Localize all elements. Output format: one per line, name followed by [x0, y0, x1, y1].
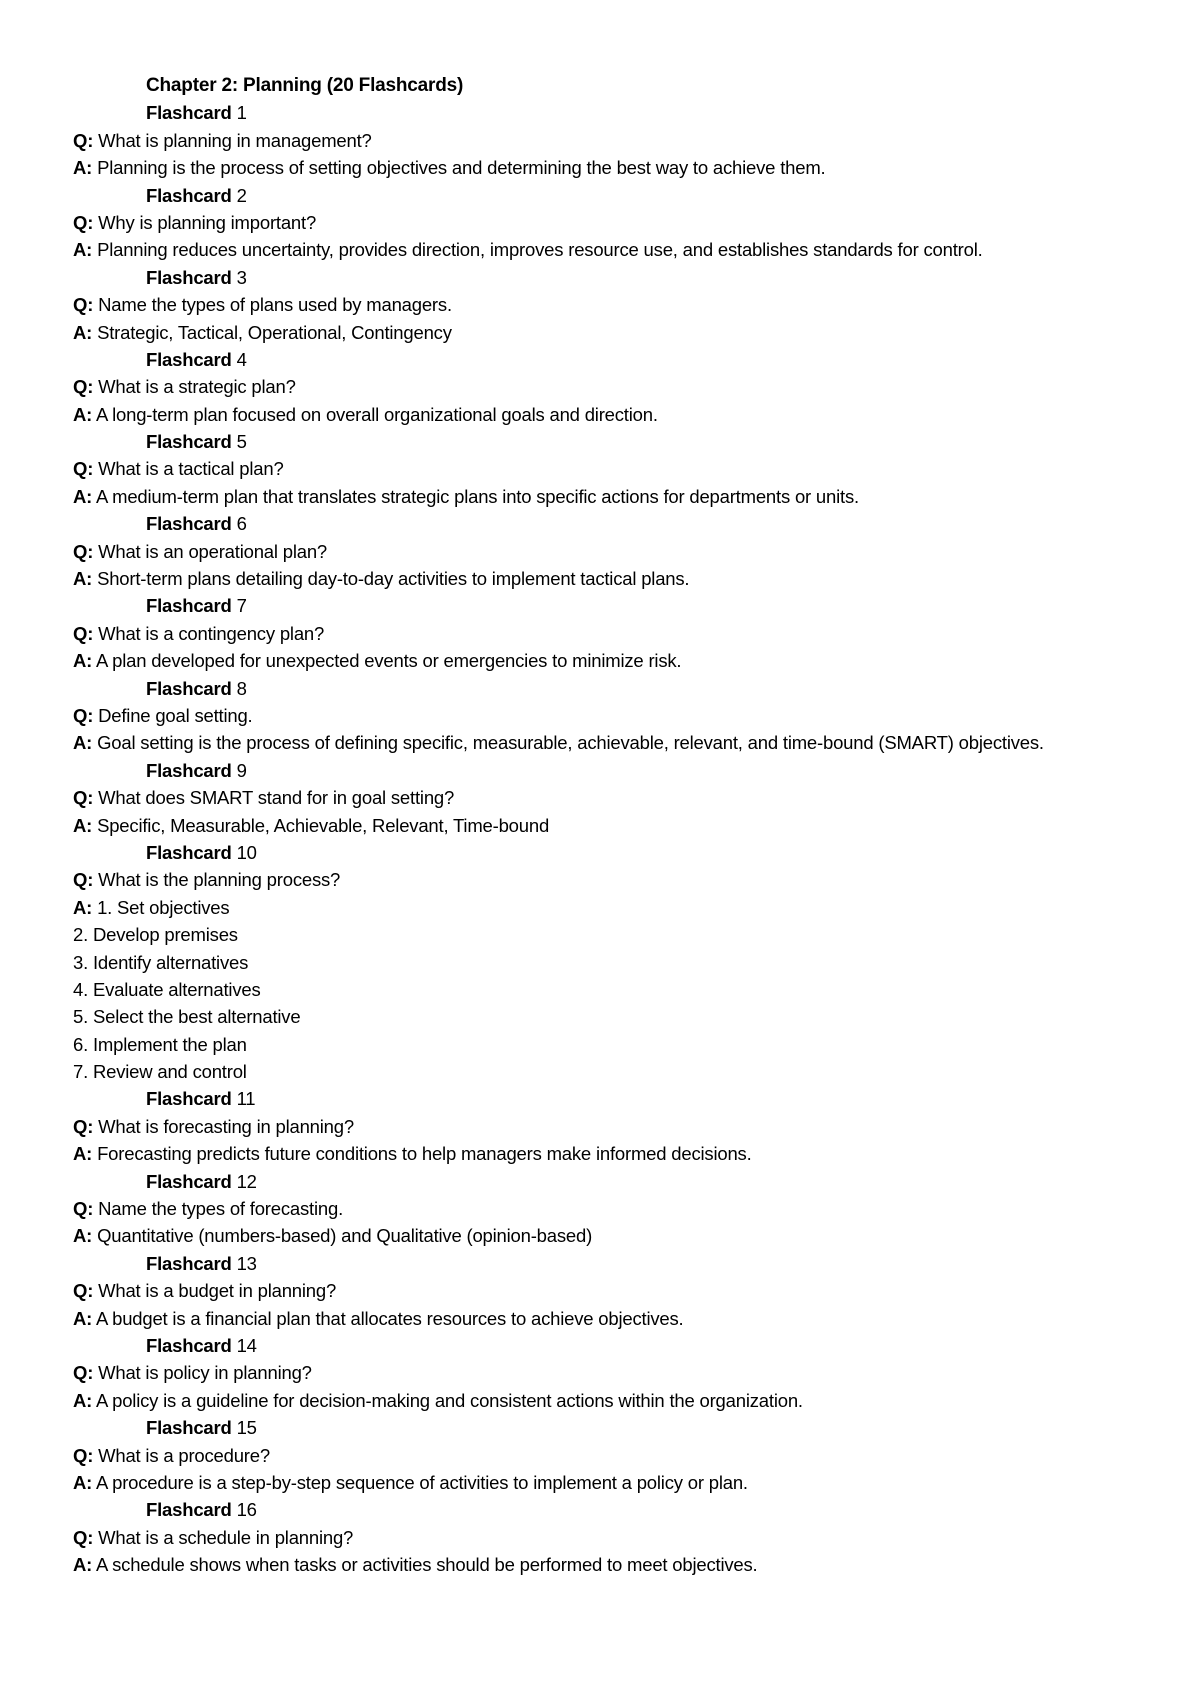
flashcard-title	[73, 99, 1133, 126]
answer-tag: A:	[73, 1307, 93, 1329]
answer-line	[73, 319, 1133, 346]
flashcard-title	[73, 1085, 1133, 1112]
answer-text: A long-term plan focused on overall organizational goals and direction.	[96, 403, 658, 425]
answer-text: A medium-term plan that translates strategic plans into specific actions for departments or units.	[96, 485, 859, 507]
answer-text: Quantitative (numbers-based) and Qualitative (opinion-based)	[97, 1225, 593, 1247]
question-text: What does SMART stand for in goal setting?	[98, 787, 455, 809]
answer-tag: A:	[73, 650, 93, 672]
flashcard-label: Flashcard	[146, 348, 232, 370]
answer-line	[73, 894, 1133, 921]
flashcard-label: Flashcard	[146, 759, 232, 781]
flashcard-number: 13	[236, 1252, 257, 1274]
flashcard	[73, 839, 1133, 1086]
answer-line	[73, 1387, 1133, 1414]
answer-tag: A:	[73, 1471, 93, 1493]
flashcard	[73, 1496, 1133, 1578]
flashcard-label: Flashcard	[146, 1252, 232, 1274]
question-line	[73, 1113, 1133, 1140]
answer-line	[73, 729, 1133, 756]
flashcard-label: Flashcard	[146, 1417, 232, 1439]
flashcard-number: 1	[236, 102, 247, 124]
answer-text: 1. Set objectives	[97, 896, 230, 918]
flashcard-number: 16	[236, 1499, 257, 1521]
flashcard	[73, 592, 1133, 674]
question-line	[73, 784, 1133, 811]
answer-text: A schedule shows when tasks or activities should be performed to meet objectives.	[96, 1554, 758, 1576]
question-text: What is forecasting in planning?	[98, 1115, 354, 1137]
flashcard-title	[73, 1250, 1133, 1277]
question-text: What is an operational plan?	[98, 540, 327, 562]
answer-step: 3. Identify alternatives	[73, 951, 249, 973]
question-line	[73, 1442, 1133, 1469]
answer-tag: A:	[73, 485, 93, 507]
question-line	[73, 373, 1133, 400]
question-text: What is a schedule in planning?	[98, 1526, 354, 1548]
flashcard-number: 7	[236, 595, 247, 617]
answer-text: Short-term plans detailing day-to-day activities to implement tactical plans.	[97, 568, 690, 590]
answer-line	[73, 236, 1133, 263]
question-tag: Q:	[73, 1115, 94, 1137]
flashcard-title	[73, 182, 1133, 209]
question-tag: Q:	[73, 622, 94, 644]
flashcard	[73, 510, 1133, 592]
flashcard-number: 8	[236, 677, 247, 699]
question-text: What is a budget in planning?	[98, 1280, 337, 1302]
flashcard	[73, 346, 1133, 428]
flashcard-label: Flashcard	[146, 1334, 232, 1356]
question-text: What is a procedure?	[98, 1444, 270, 1466]
answer-tag: A:	[73, 1554, 93, 1576]
flashcard-title	[73, 839, 1133, 866]
flashcard	[73, 675, 1133, 757]
question-line	[73, 455, 1133, 482]
answer-tag: A:	[73, 1389, 93, 1411]
flashcard	[73, 428, 1133, 510]
question-tag: Q:	[73, 458, 94, 480]
flashcard	[73, 264, 1133, 346]
question-text: Name the types of plans used by managers.	[98, 294, 452, 316]
question-text: What is planning in management?	[98, 129, 372, 151]
chapter-title: Chapter 2: Planning (20 Flashcards)	[146, 75, 464, 96]
answer-tag: A:	[73, 321, 93, 343]
question-line	[73, 291, 1133, 318]
question-line	[73, 1195, 1133, 1222]
flashcard-number: 3	[236, 266, 247, 288]
flashcard-title	[73, 1332, 1133, 1359]
flashcard-label: Flashcard	[146, 431, 232, 453]
answer-line	[73, 1551, 1133, 1578]
answer-text: Specific, Measurable, Achievable, Relevant, Time-bound	[97, 814, 550, 836]
answer-line	[73, 565, 1133, 592]
flashcard	[73, 1168, 1133, 1250]
question-tag: Q:	[73, 376, 94, 398]
flashcard-label: Flashcard	[146, 184, 232, 206]
question-line	[73, 866, 1133, 893]
document-page	[73, 72, 1133, 1579]
question-tag: Q:	[73, 704, 94, 726]
answer-line	[73, 1222, 1133, 1249]
flashcard-number: 5	[236, 431, 247, 453]
answer-text: Planning is the process of setting objectives and determining the best way to achieve them.	[97, 157, 826, 179]
question-line	[73, 127, 1133, 154]
question-tag: Q:	[73, 1362, 94, 1384]
question-tag: Q:	[73, 540, 94, 562]
answer-tag: A:	[73, 732, 93, 754]
flashcard	[73, 1414, 1133, 1496]
answer-text: Forecasting predicts future conditions to help managers make informed decisions.	[97, 1143, 752, 1165]
answer-tag: A:	[73, 814, 93, 836]
answer-tag: A:	[73, 1225, 93, 1247]
flashcard-label: Flashcard	[146, 841, 232, 863]
question-text: What is a tactical plan?	[98, 458, 284, 480]
answer-text: Goal setting is the process of defining specific, measurable, achievable, relevant, and time-bound (SMART) objectives.	[97, 732, 1044, 754]
answer-step: 4. Evaluate alternatives	[73, 978, 261, 1000]
flashcard	[73, 99, 1133, 181]
flashcard-label: Flashcard	[146, 513, 232, 535]
question-text: What is a strategic plan?	[98, 376, 296, 398]
question-text: What is a contingency plan?	[98, 622, 325, 644]
flashcard-title	[73, 757, 1133, 784]
question-tag: Q:	[73, 211, 94, 233]
flashcard-title	[73, 1168, 1133, 1195]
question-line	[73, 1277, 1133, 1304]
answer-line	[73, 154, 1133, 181]
question-line	[73, 1359, 1133, 1386]
flashcard-number: 2	[236, 184, 247, 206]
question-line	[73, 620, 1133, 647]
answer-line	[73, 647, 1133, 674]
flashcard-label: Flashcard	[146, 595, 232, 617]
flashcard-number: 4	[236, 348, 247, 370]
question-line	[73, 1524, 1133, 1551]
answer-line	[73, 812, 1133, 839]
question-text: Why is planning important?	[98, 211, 317, 233]
flashcard-label: Flashcard	[146, 677, 232, 699]
flashcard-title	[73, 1414, 1133, 1441]
flashcard-title	[73, 510, 1133, 537]
answer-step: 7. Review and control	[73, 1061, 247, 1083]
flashcard-title	[73, 346, 1133, 373]
flashcard-number: 14	[236, 1334, 257, 1356]
flashcard-number: 6	[236, 513, 247, 535]
answer-text: Planning reduces uncertainty, provides direction, improves resource use, and establishes standards for control.	[97, 239, 983, 261]
flashcard	[73, 757, 1133, 839]
answer-step: 2. Develop premises	[73, 924, 238, 946]
flashcard-label: Flashcard	[146, 102, 232, 124]
question-tag: Q:	[73, 1198, 94, 1220]
flashcard-number: 9	[236, 759, 247, 781]
flashcard-title	[73, 675, 1133, 702]
flashcard-title	[73, 428, 1133, 455]
answer-line	[73, 483, 1133, 510]
flashcard-title	[73, 592, 1133, 619]
answer-line	[73, 1140, 1133, 1167]
flashcard-number: 12	[236, 1170, 257, 1192]
answer-tag: A:	[73, 568, 93, 590]
flashcard-number: 15	[236, 1417, 257, 1439]
question-tag: Q:	[73, 1444, 94, 1466]
flashcard-number: 11	[236, 1088, 256, 1110]
answer-text: A policy is a guideline for decision-making and consistent actions within the organization.	[96, 1389, 803, 1411]
flashcard-list	[73, 99, 1133, 1578]
answer-step: 6. Implement the plan	[73, 1033, 247, 1055]
flashcard	[73, 182, 1133, 264]
answer-text: A procedure is a step-by-step sequence of activities to implement a policy or plan.	[96, 1471, 748, 1493]
flashcard	[73, 1250, 1133, 1332]
question-line	[73, 538, 1133, 565]
answer-line	[73, 401, 1133, 428]
question-tag: Q:	[73, 869, 94, 891]
question-text: What is the planning process?	[98, 869, 341, 891]
question-text: Define goal setting.	[98, 704, 253, 726]
answer-text: A plan developed for unexpected events or emergencies to minimize risk.	[96, 650, 682, 672]
flashcard-label: Flashcard	[146, 1499, 232, 1521]
answer-step: 5. Select the best alternative	[73, 1006, 301, 1028]
flashcard-label: Flashcard	[146, 1088, 232, 1110]
answer-text: Strategic, Tactical, Operational, Contingency	[97, 321, 452, 343]
answer-tag: A:	[73, 403, 93, 425]
flashcard	[73, 1085, 1133, 1167]
question-line	[73, 209, 1133, 236]
flashcard-title	[73, 264, 1133, 291]
answer-line	[73, 1305, 1133, 1332]
flashcard-label: Flashcard	[146, 1170, 232, 1192]
question-tag: Q:	[73, 129, 94, 151]
flashcard	[73, 1332, 1133, 1414]
answer-tag: A:	[73, 896, 93, 918]
question-line	[73, 702, 1133, 729]
answer-tag: A:	[73, 157, 93, 179]
answer-tag: A:	[73, 239, 93, 261]
flashcard-title	[73, 1496, 1133, 1523]
flashcard-number: 10	[236, 841, 257, 863]
question-text: Name the types of forecasting.	[98, 1198, 344, 1220]
question-tag: Q:	[73, 787, 94, 809]
question-text: What is policy in planning?	[98, 1362, 312, 1384]
answer-line	[73, 1469, 1133, 1496]
answer-text: A budget is a financial plan that allocates resources to achieve objectives.	[96, 1307, 684, 1329]
question-tag: Q:	[73, 1526, 94, 1548]
answer-tag: A:	[73, 1143, 93, 1165]
flashcard-label: Flashcard	[146, 266, 232, 288]
question-tag: Q:	[73, 294, 94, 316]
question-tag: Q:	[73, 1280, 94, 1302]
